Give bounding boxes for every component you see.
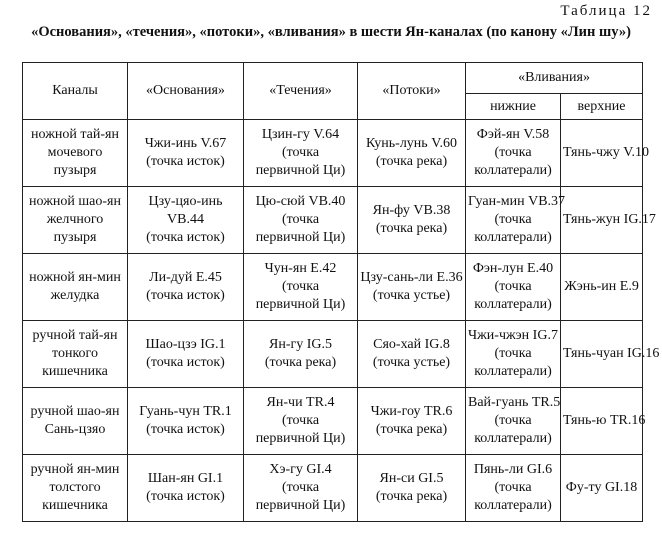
cell-text-line: Ян-си GI.5	[379, 471, 444, 486]
cell-text-line: первичной Ци)	[255, 431, 346, 446]
cell-channel	[23, 388, 128, 455]
cell-text-line: первичной Ци)	[255, 498, 346, 513]
cell-text-line: Гуан-мин VB.37	[468, 194, 566, 209]
cell-stream	[358, 388, 466, 455]
cell-text-line: (точка река)	[264, 355, 337, 370]
cell-text-line: Тянь-ю TR.16	[563, 413, 646, 428]
cell-text-line: коллатерали)	[474, 297, 552, 312]
cell-text-line: пузыря	[53, 230, 97, 245]
cell-inflow-upper	[561, 455, 643, 522]
cell-inflow-upper	[561, 254, 643, 321]
cell-text-line: (точка	[281, 279, 320, 294]
cell-text-line: (точка исток)	[146, 355, 225, 370]
cell-inflow-lower	[466, 120, 561, 187]
cell-text-line: (точка устье)	[372, 288, 451, 303]
cell-text-line: желудка	[50, 288, 100, 303]
cell-text-line: Тянь-чжу V.10	[563, 145, 650, 160]
cell-text-line: (точка река)	[375, 489, 448, 504]
cell-text-line: (точка	[281, 413, 320, 428]
cell-text-line: Кунь-лунь V.60	[366, 136, 457, 151]
cell-text-line: Гуань-чун TR.1	[139, 404, 232, 419]
cell-text-line: Хэ-гу GI.4	[269, 462, 332, 477]
cell-current	[244, 321, 358, 388]
cell-text-line: коллатерали)	[474, 431, 552, 446]
cell-text-line: Чжи-инь V.67	[144, 136, 227, 151]
cell-text-line: VB.44	[167, 212, 204, 227]
cell-inflow-lower	[466, 321, 561, 388]
header-row	[23, 63, 643, 94]
cell-inflow-upper	[561, 321, 660, 388]
cell-text-line: толстого	[49, 480, 101, 495]
cell-base	[128, 388, 244, 455]
cell-text-line: Тянь-жун IG.17	[563, 212, 656, 227]
cell-channel	[23, 187, 128, 254]
cell-inflow-lower	[466, 455, 561, 522]
cell-text-line: (точка	[494, 212, 532, 227]
cell-channel	[23, 120, 128, 187]
cell-text-line: (точка	[281, 480, 320, 495]
cell-text-line: Цзин-гу V.64	[261, 127, 340, 142]
cell-text-line: Цю-сюй VB.40	[255, 194, 346, 209]
cell-text-line: первичной Ци)	[255, 297, 346, 312]
cell-current	[244, 120, 358, 187]
header-inflows: «Вливания»	[466, 63, 643, 94]
cell-text-line: Цзу-цяо-инь	[148, 194, 223, 209]
cell-text-line: (точка	[494, 145, 532, 160]
header-bases: «Основания»	[128, 63, 244, 120]
cell-text-line: ручной шао-ян	[30, 404, 120, 419]
header-streams: «Потоки»	[358, 63, 466, 120]
cell-text-line: пузыря	[53, 163, 97, 178]
cell-text-line: (точка исток)	[146, 489, 225, 504]
cell-text-line: (точка	[494, 480, 532, 495]
cell-inflow-lower	[466, 388, 561, 455]
cell-text-line: кишечника	[42, 498, 108, 513]
cell-text-line: первичной Ци)	[255, 163, 346, 178]
cell-text-line: ручной ян-мин	[30, 462, 120, 477]
cell-base	[128, 187, 244, 254]
table-number: Таблица 12	[560, 3, 652, 19]
cell-text-line: Жэнь-ин Е.9	[564, 279, 639, 294]
cell-text-line: коллатерали)	[474, 498, 552, 513]
cell-text-line: Чун-ян Е.42	[264, 261, 337, 276]
cell-text-line: ножной тай-ян	[31, 127, 119, 142]
cell-text-line: коллатерали)	[474, 364, 552, 379]
cell-text-line: Фэй-ян V.58	[476, 127, 550, 142]
cell-text-line: Сань-цзяо	[44, 422, 106, 437]
header-channels: Каналы	[23, 63, 128, 120]
cell-text-line: (точка устье)	[372, 355, 451, 370]
cell-text-line: (точка река)	[375, 221, 448, 236]
cell-stream	[358, 455, 466, 522]
cell-text-line: (точка исток)	[146, 230, 225, 245]
header-inflows-upper: верхние	[561, 94, 643, 120]
cell-text-line: Вай-гуань TR.5	[468, 395, 561, 410]
table-row	[23, 388, 643, 455]
cell-stream	[358, 321, 466, 388]
cell-base	[128, 455, 244, 522]
cell-text-line: ножной ян-мин	[29, 270, 121, 285]
table-caption: «Основания», «течения», «потоки», «вливания» в шести Ян-каналах (по канону «Лин шу»)	[31, 24, 631, 40]
cell-text-line: Цзу-сань-ли Е.36	[360, 270, 463, 285]
cell-base	[128, 254, 244, 321]
cell-text-line: Чжи-гоу TR.6	[370, 404, 453, 419]
cell-text-line: первичной Ци)	[255, 230, 346, 245]
cell-text-line: Пянь-ли GI.6	[473, 462, 553, 477]
cell-base	[128, 321, 244, 388]
cell-channel	[23, 455, 128, 522]
cell-text-line: (точка исток)	[146, 288, 225, 303]
cell-inflow-lower	[466, 254, 561, 321]
cell-text-line: Шан-ян GI.1	[147, 471, 224, 486]
cell-text-line: коллатерали)	[474, 230, 552, 245]
cell-text-line: (точка	[494, 346, 532, 361]
cell-text-line: (точка река)	[375, 422, 448, 437]
table-row	[23, 455, 643, 522]
cell-text-line: Ли-дуй Е.45	[149, 270, 222, 285]
cell-text-line: Ян-гу IG.5	[268, 337, 332, 352]
cell-text-line: Фу-ту GI.18	[565, 480, 638, 495]
cell-text-line: желчного	[46, 212, 104, 227]
cell-text-line: ножной шао-ян	[29, 194, 121, 209]
table-row	[23, 254, 643, 321]
cell-stream	[358, 120, 466, 187]
cell-channel	[23, 321, 128, 388]
cell-channel	[23, 254, 128, 321]
table-row	[23, 321, 643, 388]
cell-current	[244, 254, 358, 321]
cell-text-line: ручной тай-ян	[32, 328, 118, 343]
cell-inflow-upper	[561, 120, 650, 187]
cell-text-line: Ян-фу VB.38	[372, 203, 451, 218]
cell-stream	[358, 187, 466, 254]
cell-inflow-lower	[466, 187, 566, 254]
cell-text-line: мочевого	[47, 145, 103, 160]
table-row	[23, 120, 643, 187]
channels-table	[22, 62, 660, 522]
cell-current	[244, 455, 358, 522]
cell-text-line: кишечника	[42, 364, 108, 379]
cell-text-line: (точка	[281, 212, 320, 227]
cell-text-line: Шао-цзэ IG.1	[145, 337, 226, 352]
cell-text-line: Сяо-хай IG.8	[373, 337, 450, 352]
cell-text-line: Чжи-чжэн IG.7	[468, 328, 558, 343]
cell-text-line: (точка	[494, 279, 532, 294]
header-currents: «Течения»	[244, 63, 358, 120]
cell-text-line: тонкого	[52, 346, 98, 361]
cell-inflow-upper	[561, 388, 646, 455]
cell-stream	[358, 254, 466, 321]
cell-current	[244, 187, 358, 254]
header-inflows-lower: нижние	[466, 94, 561, 120]
cell-text-line: (точка	[281, 145, 320, 160]
cell-text-line: Тянь-чуан IG.16	[563, 346, 660, 361]
cell-text-line: (точка	[494, 413, 532, 428]
cell-inflow-upper	[561, 187, 656, 254]
cell-text-line: Ян-чи TR.4	[266, 395, 335, 410]
cell-base	[128, 120, 244, 187]
cell-text-line: (точка исток)	[146, 154, 225, 169]
cell-current	[244, 388, 358, 455]
cell-text-line: коллатерали)	[474, 163, 552, 178]
table-row	[23, 187, 643, 254]
cell-text-line: Фэн-лун Е.40	[472, 261, 554, 276]
cell-text-line: (точка исток)	[146, 422, 225, 437]
cell-text-line: (точка река)	[375, 154, 448, 169]
